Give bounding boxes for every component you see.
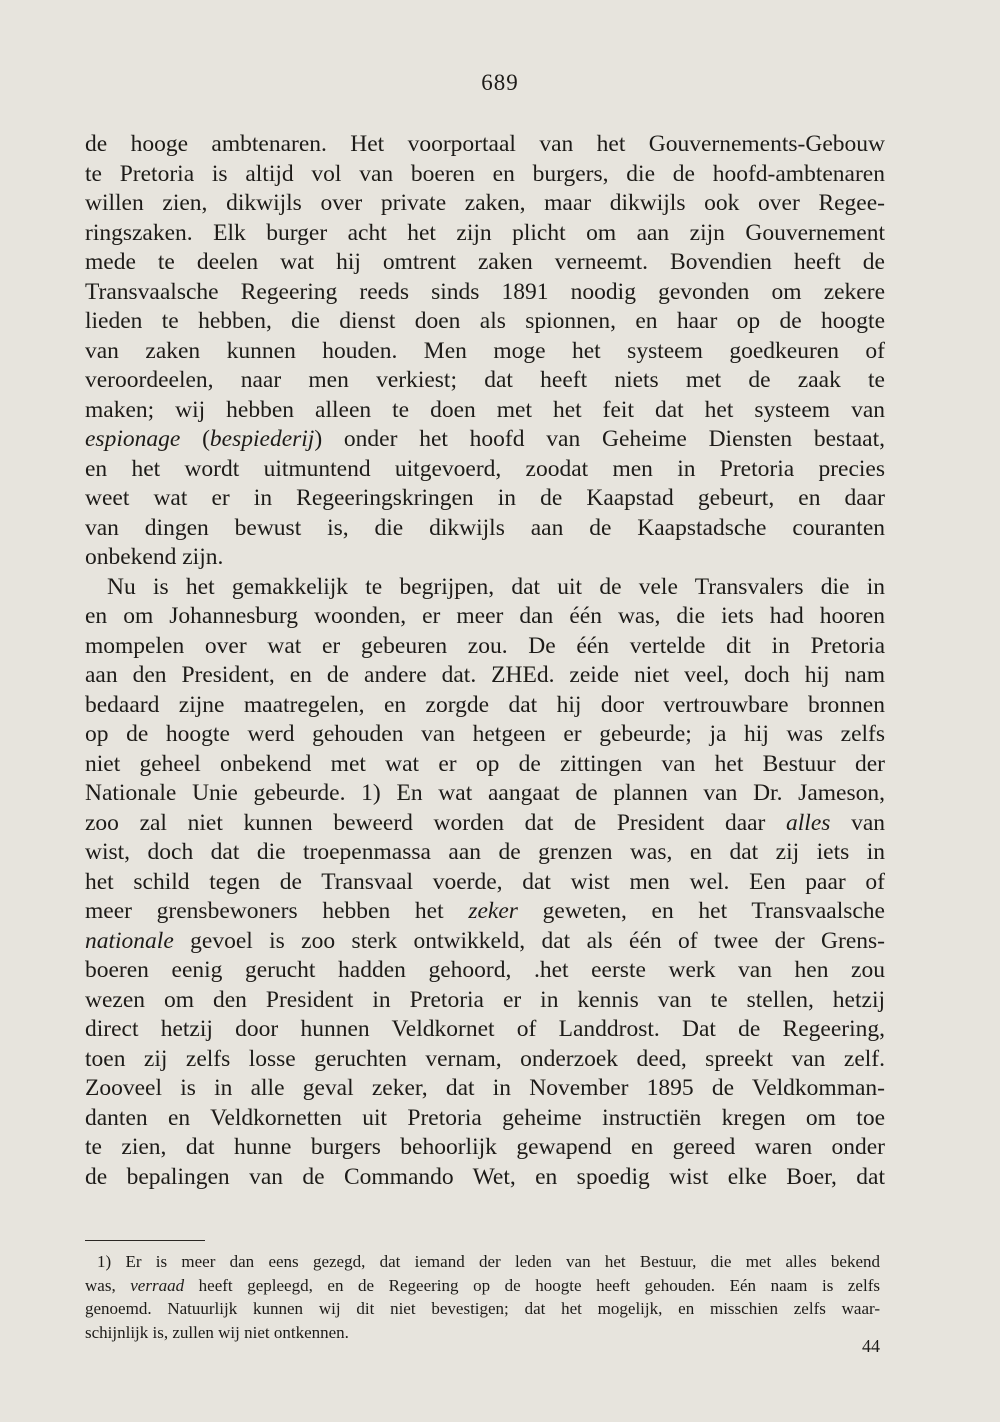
text-line: te zien, dat hunne burgers behoorlijk gewapend en gereed waren onder xyxy=(85,1134,885,1160)
footnote-line: genoemd. Natuurlijk kunnen wij dit niet bevestigen; dat het mogelijk, en misschien zelfs waar- xyxy=(85,1299,880,1318)
text-line: lieden te hebben, die dienst doen als spionnen, en haar op de hoogte xyxy=(85,308,885,334)
text-line xyxy=(85,897,885,927)
footnote-line: 1) Er is meer dan eens gezegd, dat iemand der leden van het Bestuur, die met alles bekend xyxy=(97,1252,880,1271)
body-text xyxy=(85,130,885,1192)
text-line: niet geheel onbekend met wat er op de zittingen van het Bestuur der xyxy=(85,750,885,777)
text-line: de hooge ambtenaren. Het voorportaal van het Gouvernements-Gebouw xyxy=(85,131,885,157)
text-segment: was, xyxy=(85,1275,131,1295)
text-line xyxy=(85,927,885,957)
text-line: mompelen over wat er gebeuren zou. De één vertelde dit in Pretoria xyxy=(85,632,885,659)
text-line: wist, doch dat die troepenmassa aan de grenzen was, en dat zij iets in xyxy=(85,839,885,865)
italic-text: espionage xyxy=(85,426,181,452)
italic-text: verraad xyxy=(130,1275,185,1295)
text-line: veroordeelen, naar men verkiest; dat heeft niets met de zaak te xyxy=(85,367,885,393)
text-segment: gevoel is zoo sterk ontwikkeld, dat als één of twee der Grens- xyxy=(173,927,885,954)
text-line xyxy=(85,809,885,839)
text-line: onbekend zijn. xyxy=(85,544,224,570)
signature-mark: 44 xyxy=(862,1336,880,1356)
page-number: 689 xyxy=(481,70,519,95)
text-line: van dingen bewust is, die dikwijls aan de Kaapstadsche couranten xyxy=(85,514,885,541)
text-segment: ) onder het hoofd van Geheime Diensten bestaat, xyxy=(314,426,886,452)
text-line: te Pretoria is altijd vol van boeren en burgers, die de hoofd-ambtenaren xyxy=(85,160,885,187)
text-line: boeren eenig gerucht hadden gehoord, .het eerste werk van hen zou xyxy=(85,957,885,983)
footnote-line: schijnlijk is, zullen wij niet ontkennen. xyxy=(85,1322,349,1342)
text-line: direct hetzij door hunnen Veldkornet of Landdrost. Dat de Regeering, xyxy=(85,1016,885,1042)
footnote-line xyxy=(85,1274,880,1298)
footnote xyxy=(85,1250,880,1344)
text-segment: heeft gepleegd, en de Regeering op de hoogte heeft gehouden. Eén naam is zelfs xyxy=(184,1275,880,1295)
text-line xyxy=(85,425,885,455)
text-segment: van xyxy=(830,809,885,836)
text-line: ringszaken. Elk burger acht het zijn plicht om aan zijn Gouvernement xyxy=(85,219,885,246)
text-line: de bepalingen van de Commando Wet, en spoedig wist elke Boer, dat xyxy=(85,1163,885,1190)
text-line: weet wat er in Regeeringskringen in de Kaapstad gebeurt, en daar xyxy=(85,485,885,511)
text-line: bedaard zijne maatregelen, en zorgde dat hij door vertrouwbare bronnen xyxy=(85,691,885,718)
italic-text: zeker xyxy=(468,898,518,924)
text-line: en het wordt uitmuntend uitgevoerd, zoodat men in Pretoria precies xyxy=(85,455,885,482)
text-segment: meer grensbewoners hebben het xyxy=(85,898,469,924)
text-line: Zooveel is in alle geval zeker, dat in November 1895 de Veldkomman- xyxy=(85,1075,885,1101)
footnote-separator xyxy=(85,1240,205,1241)
italic-text: alles xyxy=(786,809,831,836)
text-line: op de hoogte werd gehouden van hetgeen er gebeurde; ja hij was zelfs xyxy=(85,721,885,747)
text-segment: geweten, en het Transvaalsche xyxy=(517,898,885,924)
text-line: maken; wij hebben alleen te doen met het feit dat het systeem van xyxy=(85,396,885,423)
text-line: mede te deelen wat hij omtrent zaken verneemt. Bovendien heeft de xyxy=(85,249,885,275)
italic-text: nationale xyxy=(85,927,174,954)
text-line: danten en Veldkornetten uit Pretoria geheime instructiën kregen om toe xyxy=(85,1104,885,1131)
text-segment: ( xyxy=(180,426,210,452)
text-segment: zoo zal niet kunnen beweerd worden dat de President daar xyxy=(85,809,787,836)
text-line: van zaken kunnen houden. Men moge het systeem goedkeuren of xyxy=(85,337,885,364)
text-line: en om Johannesburg woonden, er meer dan één was, die iets had hooren xyxy=(85,603,885,629)
text-line: het schild tegen de Transvaal voerde, dat wist men wel. Een paar of xyxy=(85,868,885,895)
text-line: aan den President, en de andere dat. ZHEd. zeide niet veel, doch hij nam xyxy=(85,662,885,688)
text-line: toen zij zelfs losse geruchten vernam, onderzoek deed, spreekt van zelf. xyxy=(85,1045,885,1072)
text-line: Nationale Unie gebeurde. 1) En wat aangaat de plannen van Dr. Jameson, xyxy=(85,780,885,806)
italic-text: bespiederij xyxy=(209,426,315,452)
text-line: willen zien, dikwijls over private zaken, maar dikwijls ook over Regee- xyxy=(85,190,885,216)
text-line: Nu is het gemakkelijk te begrijpen, dat uit de vele Transvalers die in xyxy=(107,573,885,600)
text-line: Transvaalsche Regeering reeds sinds 1891 noodig gevonden om zekere xyxy=(85,278,885,305)
text-line: wezen om den President in Pretoria er in kennis van te stellen, hetzij xyxy=(85,986,885,1013)
